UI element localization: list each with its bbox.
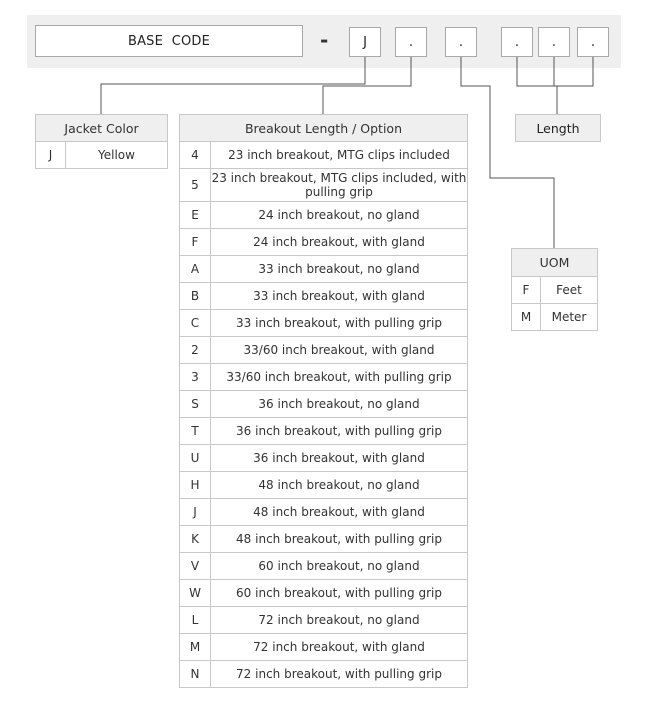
breakout-label: 36 inch breakout, with gland	[211, 445, 468, 472]
length-label: Length	[536, 120, 580, 136]
segment-length-1: .	[501, 27, 533, 57]
uom-code: M	[512, 304, 541, 331]
jacket-code: J	[36, 142, 66, 169]
table-row	[180, 391, 468, 418]
table-row	[180, 337, 468, 364]
table-row	[180, 229, 468, 256]
breakout-label: 60 inch breakout, with pulling grip	[211, 580, 468, 607]
table-row	[180, 418, 468, 445]
breakout-code: 3	[180, 364, 211, 391]
uom-label: Meter	[541, 304, 598, 331]
breakout-code: N	[180, 661, 211, 688]
breakout-code: W	[180, 580, 211, 607]
breakout-code: 2	[180, 337, 211, 364]
breakout-code: T	[180, 418, 211, 445]
connector-length-3	[557, 57, 593, 86]
segment-uom: .	[445, 27, 477, 57]
jacket-label: Yellow	[66, 142, 168, 169]
table-row	[180, 472, 468, 499]
segment-breakout: .	[395, 27, 427, 57]
breakout-code: A	[180, 256, 211, 283]
uom-table	[511, 248, 598, 331]
breakout-code: H	[180, 472, 211, 499]
breakout-code: F	[180, 229, 211, 256]
breakout-code: S	[180, 391, 211, 418]
breakout-label: 72 inch breakout, with pulling grip	[211, 661, 468, 688]
breakout-label: 72 inch breakout, no gland	[211, 607, 468, 634]
uom-code: F	[512, 277, 541, 304]
segment-length-3: .	[577, 27, 609, 57]
breakout-code: K	[180, 526, 211, 553]
breakout-code: B	[180, 283, 211, 310]
breakout-code: J	[180, 499, 211, 526]
table-row	[180, 202, 468, 229]
breakout-label: 23 inch breakout, MTG clips included, with pulling grip	[211, 169, 468, 202]
length-box	[515, 114, 601, 142]
breakout-label: 36 inch breakout, no gland	[211, 391, 468, 418]
breakout-label: 33 inch breakout, with gland	[211, 283, 468, 310]
table-row	[512, 304, 598, 331]
breakout-label: 48 inch breakout, with gland	[211, 499, 468, 526]
breakout-code: V	[180, 553, 211, 580]
jacket-color-table	[35, 114, 168, 169]
table-row	[180, 634, 468, 661]
breakout-label: 60 inch breakout, no gland	[211, 553, 468, 580]
table-row	[180, 499, 468, 526]
table-row	[180, 364, 468, 391]
uom-header: UOM	[512, 249, 598, 277]
table-row	[180, 256, 468, 283]
breakout-header: Breakout Length / Option	[180, 115, 468, 142]
table-row	[180, 142, 468, 169]
breakout-code: 5	[180, 169, 211, 202]
breakout-label: 33 inch breakout, with pulling grip	[211, 310, 468, 337]
segment-jacket: J	[349, 27, 381, 57]
breakout-code: U	[180, 445, 211, 472]
table-row	[180, 553, 468, 580]
breakout-code: M	[180, 634, 211, 661]
breakout-label: 23 inch breakout, MTG clips included	[211, 142, 468, 169]
connector-length-1	[517, 57, 557, 86]
code-separator: -	[320, 28, 329, 52]
breakout-code: C	[180, 310, 211, 337]
table-row	[180, 169, 468, 202]
breakout-label: 24 inch breakout, no gland	[211, 202, 468, 229]
table-row	[180, 445, 468, 472]
table-row	[180, 526, 468, 553]
breakout-label: 33/60 inch breakout, with gland	[211, 337, 468, 364]
table-row	[180, 283, 468, 310]
breakout-code: 4	[180, 142, 211, 169]
base-code-label: BASE CODE	[127, 33, 211, 49]
breakout-label: 48 inch breakout, with pulling grip	[211, 526, 468, 553]
table-row	[180, 607, 468, 634]
breakout-label: 48 inch breakout, no gland	[211, 472, 468, 499]
jacket-color-header: Jacket Color	[36, 115, 168, 142]
breakout-label: 24 inch breakout, with gland	[211, 229, 468, 256]
breakout-table	[179, 114, 468, 688]
connector-breakout	[323, 57, 411, 114]
uom-label: Feet	[541, 277, 598, 304]
table-row	[180, 580, 468, 607]
breakout-label: 72 inch breakout, with gland	[211, 634, 468, 661]
table-row	[180, 310, 468, 337]
table-row	[180, 661, 468, 688]
breakout-label: 33 inch breakout, no gland	[211, 256, 468, 283]
breakout-code: E	[180, 202, 211, 229]
table-row	[512, 277, 598, 304]
breakout-code: L	[180, 607, 211, 634]
breakout-label: 33/60 inch breakout, with pulling grip	[211, 364, 468, 391]
breakout-label: 36 inch breakout, with pulling grip	[211, 418, 468, 445]
segment-length-2: .	[538, 27, 570, 57]
table-row	[36, 142, 168, 169]
